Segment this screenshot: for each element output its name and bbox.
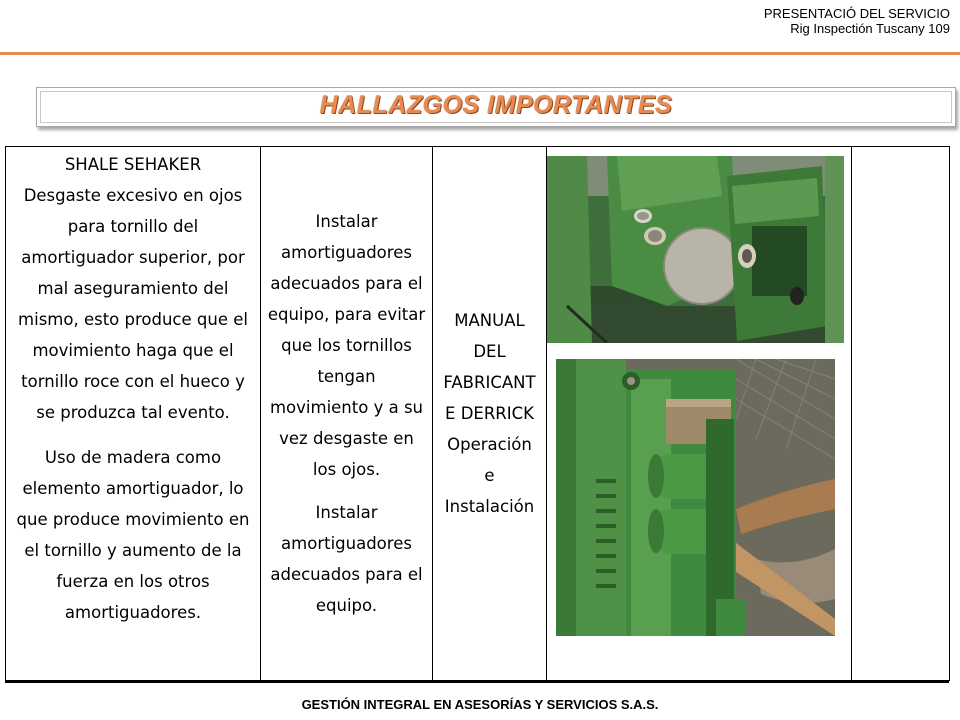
reference-line: DEL — [473, 342, 506, 361]
empty-cell — [852, 147, 950, 681]
header-line-1: PRESENTACIÓ DEL SERVICIO — [763, 6, 950, 21]
finding-heading: SHALE SEHAKER — [64, 155, 202, 174]
title-banner — [36, 87, 956, 127]
bottom-divider — [5, 680, 949, 683]
header-line-2: Rig Inspectión Tuscany 109 — [790, 21, 950, 36]
footer-company: GESTIÓN INTEGRAL EN ASESORÍAS Y SERVICIOS S.A.S. — [301, 697, 659, 712]
finding-cell — [6, 147, 261, 681]
reference-line: Instalación — [444, 497, 535, 516]
finding-text-2: Uso de madera como elemento amortiguador, lo que produce movimiento en el tornillo y aumento de la fuerza en los otros amortiguadores. — [16, 448, 250, 622]
reference-line: Operación — [447, 435, 532, 454]
finding-text-1: Desgaste excesivo en ojos para tornillo del amortiguador superior, por mal aseguramiento del mismo, esto produce que el movimiento haga que el tornillo roce con el hueco y se produzca tal evento. — [18, 186, 248, 422]
recommendation-cell — [261, 147, 433, 681]
header-divider — [0, 52, 960, 55]
green-bracket-worn-holes-photo — [547, 156, 844, 343]
recommendation-text-1: Instalar amortiguadores adecuados para el equipo, para evitar que los tornillos tengan movimiento y a su vez desgaste en los ojos. — [267, 212, 426, 479]
page-title: HALLAZGOS IMPORTANTES — [319, 91, 673, 119]
reference-line: MANUAL — [454, 311, 525, 330]
reference-cell — [433, 147, 547, 681]
reference-line: e — [484, 466, 495, 485]
header-block — [764, 6, 950, 36]
reference-line: FABRICANT — [443, 373, 536, 392]
recommendation-text-2: Instalar amortiguadores adecuados para el equipo. — [270, 503, 423, 615]
green-shock-absorbers-wood-photo — [556, 359, 835, 636]
reference-line: E DERRICK — [445, 404, 534, 423]
